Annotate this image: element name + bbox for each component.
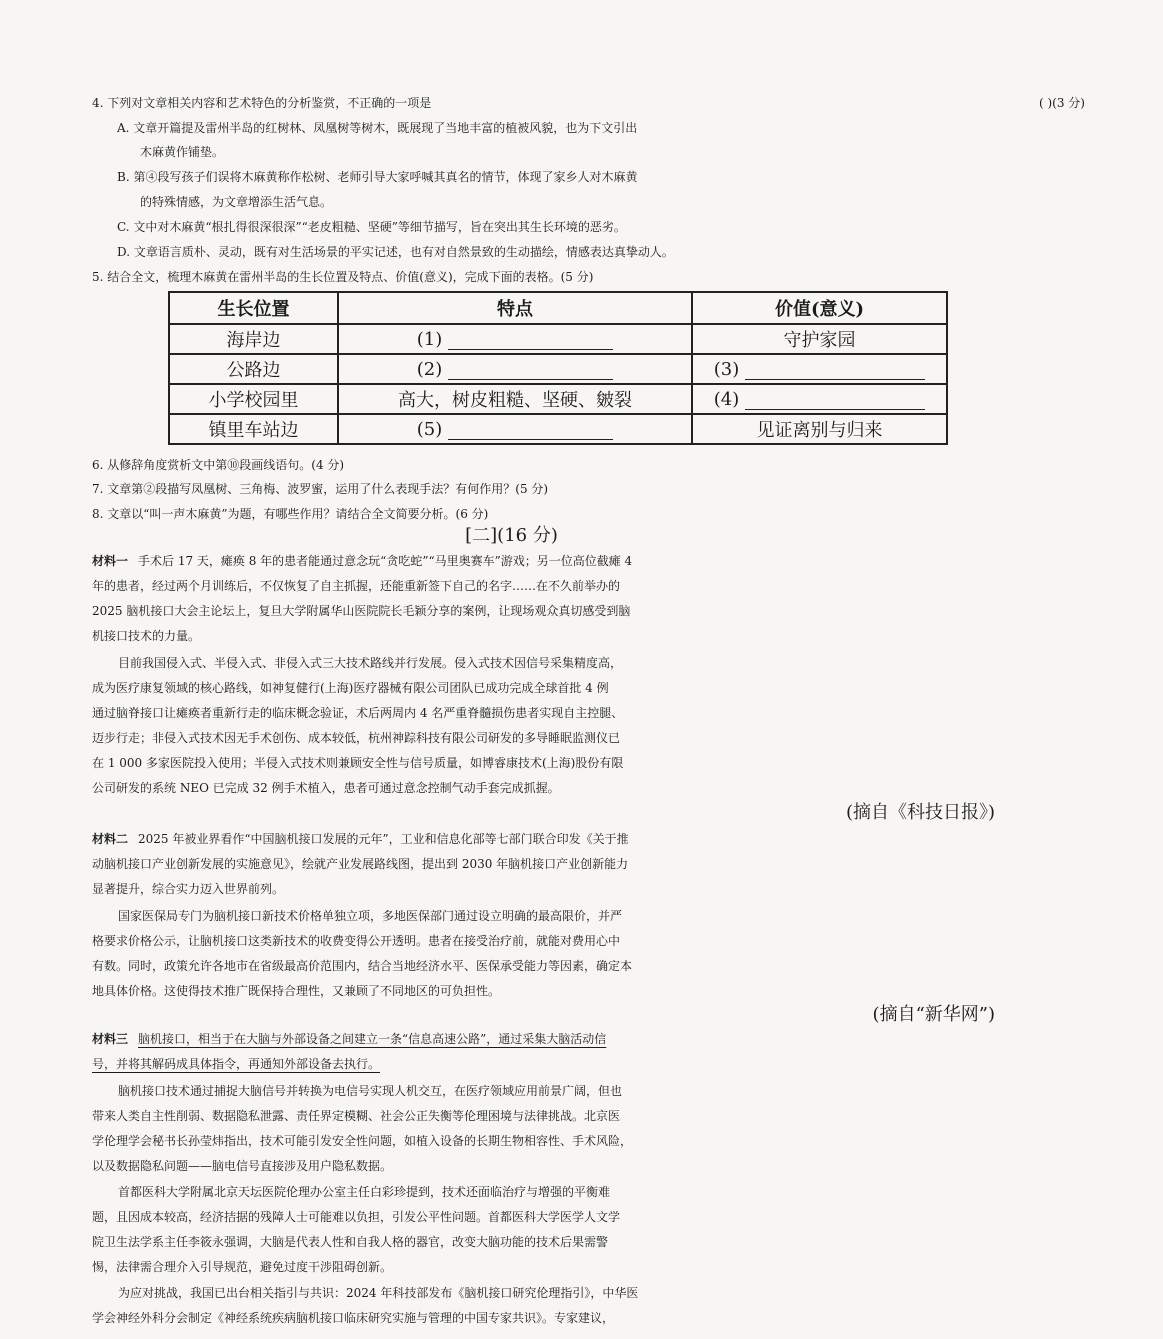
- material-text: 为应对挑战，我国已出台相关指引与共识：2024 年科技部发布《脑机接口研究伦理指引》，中华医: [118, 1286, 639, 1300]
- q8: 8. 文章以“叫一声木麻黄”为题，有哪些作用？请结合全文简要分析。(6 分): [92, 507, 489, 521]
- table-header-row: [169, 292, 947, 324]
- table-header: 特点: [338, 292, 692, 324]
- material-3-label: 材料三: [92, 1032, 129, 1046]
- material-text: 公司研发的系统 NEO 已完成 32 例手术植入，患者可通过意念控制气动手套完成抓握。: [92, 781, 560, 795]
- blank-label: (1): [416, 328, 443, 350]
- q4-option-b: B. 第④段写孩子们误将木麻黄称作松树、老师引导大家呼喊其真名的情节，体现了家乡人对木麻黄: [117, 170, 638, 184]
- material-text: 目前我国侵入式、半侵入式、非侵入式三大技术路线并行发展。侵入式技术因信号采集精度高，: [118, 656, 623, 670]
- material-text: 迈步行走；非侵入式技术因无手术创伤、成本较低，杭州神踪科技有限公司研发的多导睡眠监测仪已: [92, 731, 621, 745]
- table-cell-feature: 高大，树皮粗糙、坚硬、皴裂: [338, 384, 692, 414]
- table-row: [169, 414, 947, 444]
- material-text: 学伦理学会秘书长孙莹炜指出，技术可能引发安全性问题，如植入设备的长期生物相容性、手术风险，: [92, 1134, 633, 1148]
- table-cell-value: 见证离别与归来: [692, 414, 947, 444]
- material-1-line: [0, 549, 1115, 573]
- q4-option-d: D. 文章语言质朴、灵动，既有对生活场景的平实记述，也有对自然景致的生动描绘，情感表达真挚动人。: [117, 245, 674, 259]
- blank-label: (3): [713, 358, 740, 380]
- table-row: [169, 324, 947, 354]
- material-text: 2025 脑机接口大会主论坛上，复旦大学附属华山医院院长毛颖分享的案例，让现场观众真切感受到脑: [92, 604, 631, 618]
- table-cell-feature: [338, 354, 692, 384]
- material-text: 有数。同时，政策允许各地市在省级最高价范围内，结合当地经济水平、医保承受能力等因素，确定本: [92, 959, 633, 973]
- material-2-label: 材料二: [92, 832, 129, 846]
- material-text: 机接口技术的力量。: [92, 629, 201, 643]
- material-text: 2025 年被业界看作“中国脑机接口发展的元年”，工业和信息化部等七部门联合印发《关于推: [138, 832, 629, 846]
- table-row: [169, 354, 947, 384]
- table-header: 生长位置: [169, 292, 338, 324]
- section-heading: [二](16 分): [465, 525, 558, 546]
- q4-option-a-cont: 木麻黄作铺垫。: [140, 145, 225, 159]
- material-text: 在 1 000 多家医院投入使用；半侵入式技术则兼顾安全性与信号质量，如博睿康技术(上海)股份有限: [92, 756, 624, 770]
- q4-stem-text: 4. 下列对文章相关内容和艺术特色的分析鉴赏，不正确的一项是: [92, 96, 432, 110]
- material-text: 惕，法律需合理介入引导规范，避免过度干涉阻碍创新。: [92, 1260, 393, 1274]
- material-text: 成为医疗康复领域的核心路线，如神复健行(上海)医疗器械有限公司团队已成功完成全球首批 4 例: [92, 681, 609, 695]
- table-cell-value: [692, 354, 947, 384]
- table-cell-value: [692, 384, 947, 414]
- table-cell-feature: [338, 414, 692, 444]
- material-text: [0, 1052, 1115, 1076]
- underlined-text: 号，并将其解码成具体指令，再通知外部设备去执行。: [92, 1057, 381, 1071]
- table-cell-location: 海岸边: [169, 324, 338, 354]
- table-cell-location: 镇里车站边: [169, 414, 338, 444]
- blank-label: (2): [416, 358, 443, 380]
- answer-blank[interactable]: [448, 331, 613, 350]
- material-text: 国家医保局专门为脑机接口新技术价格单独立项，多地医保部门通过设立明确的最高限价，并严: [118, 909, 623, 923]
- material-text: 带来人类自主性削弱、数据隐私泄露、责任界定模糊、社会公正失衡等伦理困境与法律挑战。北京医: [92, 1109, 621, 1123]
- answer-blank[interactable]: [745, 361, 925, 380]
- material-text: 首都医科大学附属北京天坛医院伦理办公室主任白彩珍提到，技术还面临治疗与增强的平衡难: [118, 1185, 611, 1199]
- table-header: 价值(意义): [692, 292, 947, 324]
- answer-blank[interactable]: [448, 421, 613, 440]
- material-2-line: [0, 827, 1115, 851]
- underlined-text: 脑机接口，相当于在大脑与外部设备之间建立一条“信息高速公路”，通过采集大脑活动信: [138, 1032, 607, 1046]
- q5-table: [168, 291, 948, 445]
- blank-label: (4): [713, 388, 740, 410]
- material-text: 格要求价格公示，让脑机接口这类新技术的收费变得公开透明。患者在接受治疗前，就能对费用心中: [92, 934, 621, 948]
- material-text: 以及数据隐私问题——脑电信号直接涉及用户隐私数据。: [92, 1159, 393, 1173]
- material-text: 显著提升，综合实力迈入世界前列。: [92, 882, 285, 896]
- table-cell-value: 守护家园: [692, 324, 947, 354]
- table-cell-location: 小学校园里: [169, 384, 338, 414]
- answer-blank[interactable]: [448, 361, 613, 380]
- material-text: 院卫生法学系主任李筱永强调，大脑是代表人性和自我人格的器官，改变大脑功能的技术后果需警: [92, 1235, 609, 1249]
- q4-option-b-cont: 的特殊情感，为文章增添生活气息。: [140, 195, 333, 209]
- table-row: [169, 384, 947, 414]
- material-text: 题，且因成本较高，经济拮据的残障人士可能难以负担，引发公平性问题。首都医科大学医学人文学: [92, 1210, 621, 1224]
- blank-label: (5): [416, 418, 443, 440]
- material-text: 动脑机接口产业创新发展的实施意见》，绘就产业发展路线图，提出到 2030 年脑机接口产业创新能力: [92, 857, 629, 871]
- q4-option-a: A. 文章开篇提及雷州半岛的红树林、凤凰树等树木，既展现了当地丰富的植被风貌，也为下文引出: [117, 121, 638, 135]
- q4-stem: [0, 91, 1115, 115]
- answer-blank[interactable]: [745, 391, 925, 410]
- table-cell-feature: [338, 324, 692, 354]
- material-1-label: 材料一: [92, 554, 129, 568]
- material-text: 年的患者，经过两个月训练后，不仅恢复了自主抓握，还能重新签下自己的名字……在不久前举办的: [92, 579, 621, 593]
- material-text: 手术后 17 天，瘫痪 8 年的患者能通过意念玩“贪吃蛇”“马里奥赛车”游戏；另一位高位截瘫 4: [138, 554, 633, 568]
- q4-option-c: C. 文中对木麻黄“根扎得很深很深”“老皮粗糙、坚硬”等细节描写，旨在突出其生长环境的恶劣。: [117, 220, 626, 234]
- q4-mark: ( )(3 分): [1039, 96, 1085, 110]
- q7: 7. 文章第②段描写凤凰树、三角梅、波罗蜜，运用了什么表现手法？有何作用？(5 分): [92, 482, 549, 496]
- material-text: 地具体价格。这使得技术推广既保持合理性，又兼顾了不同地区的可负担性。: [92, 984, 501, 998]
- material-3-line: [0, 1027, 1115, 1051]
- source-citation: (摘自《科技日报》): [845, 802, 995, 823]
- material-text: 学会神经外科分会制定《神经系统疾病脑机接口临床研究实施与管理的中国专家共识》。专家建议，: [92, 1311, 615, 1325]
- material-text: 脑机接口技术通过捕捉大脑信号并转换为电信号实现人机交互，在医疗领域应用前景广阔，但也: [118, 1084, 623, 1098]
- q5-stem: 5. 结合全文，梳理木麻黄在雷州半岛的生长位置及特点、价值(意义)，完成下面的表格。(5 分): [92, 270, 594, 284]
- table-cell-location: 公路边: [169, 354, 338, 384]
- q6: 6. 从修辞角度赏析文中第⑩段画线语句。(4 分): [92, 458, 345, 472]
- source-citation: (摘自“新华网”): [872, 1004, 995, 1025]
- material-text: 通过脑脊接口让瘫痪者重新行走的临床概念验证，术后两周内 4 名严重脊髓损伤患者实现自主控腿、: [92, 706, 624, 720]
